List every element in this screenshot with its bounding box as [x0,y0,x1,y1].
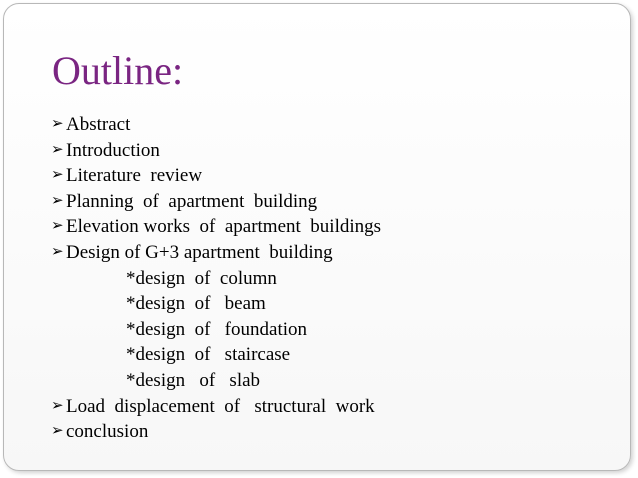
sub-list-item [51,266,381,292]
list-item [51,163,381,189]
list-item [51,138,381,164]
list-item-text: Introduction [66,139,160,161]
sub-list-item [51,368,381,394]
arrow-bullet-icon: ➢ [51,218,64,235]
list-item-text: Load displacement of structural work [66,395,375,417]
sub-list-item-text: *design of foundation [126,318,308,340]
list-item [51,214,381,240]
arrow-bullet-icon: ➢ [51,141,64,158]
arrow-bullet-icon: ➢ [51,116,64,132]
arrow-bullet-icon: ➢ [51,243,64,260]
list-item-text: conclusion [66,421,149,443]
sub-list-item-text: *design of column [126,267,277,289]
list-item-text: Design of G+3 apartment building [66,241,333,263]
list-item [51,394,381,420]
arrow-bullet-icon: ➢ [51,423,64,440]
sub-list-item [51,291,381,317]
list-item-text: Literature review [66,165,203,187]
sub-list-item-text: *design of staircase [126,344,291,366]
slide-title: Outline: [52,48,184,93]
list-item [51,189,381,215]
sub-list-item-text: *design of slab [126,369,261,391]
arrow-bullet-icon: ➢ [51,167,64,184]
list-item [51,240,381,266]
sub-list-item [51,342,381,368]
list-item-text: Abstract [66,114,131,135]
arrow-bullet-icon: ➢ [51,397,64,414]
sub-list-item [51,317,381,343]
list-item [51,112,381,138]
list-item-text: Planning of apartment building [66,190,318,212]
list-item [51,419,381,445]
sub-list-item-text: *design of beam [126,293,266,315]
arrow-bullet-icon: ➢ [51,192,64,209]
outline-list [51,112,381,445]
slide [3,3,631,471]
list-item-text: Elevation works of apartment buildings [66,216,382,238]
